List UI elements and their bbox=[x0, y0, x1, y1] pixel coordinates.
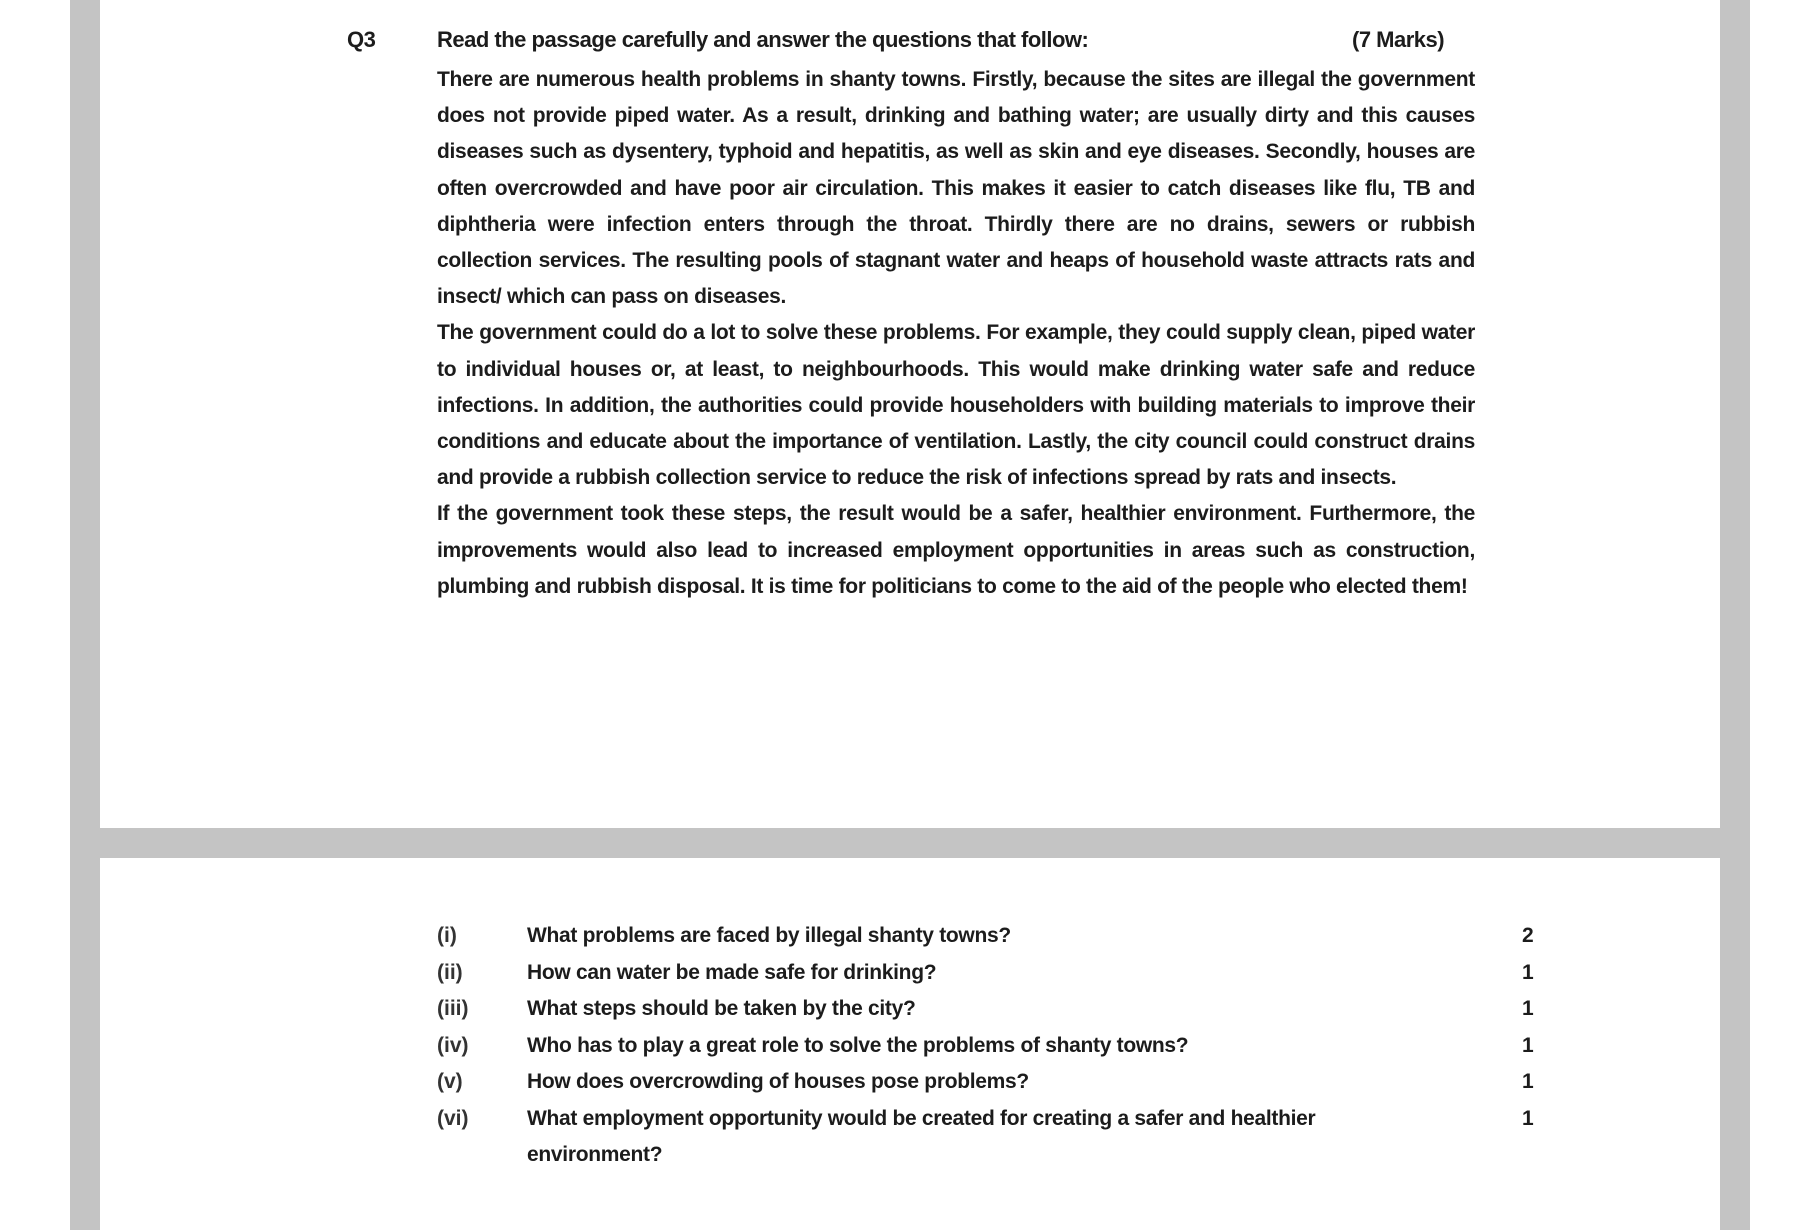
sub-question-marks: 1 bbox=[1522, 1033, 1534, 1057]
sub-question-number: (v) bbox=[437, 1070, 463, 1093]
question-number: Q3 bbox=[347, 27, 376, 52]
reading-passage bbox=[437, 62, 1475, 605]
sub-question-row bbox=[437, 991, 1537, 1028]
sub-question-row bbox=[437, 1064, 1537, 1101]
sub-question-number: (ii) bbox=[437, 960, 463, 984]
sub-question-text: What steps should be taken by the city? bbox=[527, 997, 916, 1020]
passage-paragraph-1: There are numerous health problems in shanty towns. Firstly, because the sites are illegal the government does not provide piped water. As a result, drinking and bathing water; are usually dirty and this causes diseases such as dysentery, typhoid and hepatitis, as well as skin and eye diseases. Secondly, houses are often overcrowded and have poor air circulation. This makes it easier to catch diseases like flu, TB and diphtheria were infection enters through the throat. Thirdly there are no drains, sewers or rubbish collection services. The resulting pools of stagnant water and heaps of household waste attracts rats and insect/ which can pass on diseases. bbox=[437, 68, 1475, 309]
sub-question-marks: 1 bbox=[1522, 1106, 1534, 1130]
sub-question-number: (vi) bbox=[437, 1106, 469, 1130]
sub-question-row bbox=[437, 918, 1537, 955]
sub-question-marks: 1 bbox=[1522, 960, 1534, 984]
sub-question-number: (iv) bbox=[437, 1033, 469, 1057]
sub-question-marks: 1 bbox=[1522, 1070, 1534, 1093]
sub-question-text: What problems are faced by illegal shanty towns? bbox=[527, 924, 1011, 947]
sub-question-marks: 2 bbox=[1522, 924, 1534, 947]
passage-paragraph-3: If the government took these steps, the result would be a safer, healthier environment. Furthermore, the improvements would also lead to increased employment opportunities in areas such as construction, plumbing and rubbish disposal. It is time for politicians to come to the aid of the people who elected them! bbox=[437, 502, 1475, 598]
passage-paragraph-2: The government could do a lot to solve these problems. For example, they could supply clean, piped water to individual houses or, at least, to neighbourhoods. This would make drinking water safe and reduce infections. In addition, the authorities could provide householders with building materials to improve their conditions and educate about the importance of ventilation. Lastly, the city council could construct drains and provide a rubbish collection service to reduce the risk of infections spread by rats and insects. bbox=[437, 321, 1475, 490]
sub-question-marks: 1 bbox=[1522, 997, 1534, 1020]
sub-question-text: Who has to play a great role to solve the problems of shanty towns? bbox=[527, 1033, 1189, 1057]
sub-question-text: How can water be made safe for drinking? bbox=[527, 960, 937, 984]
sub-question-list bbox=[437, 918, 1537, 1174]
sub-question-row bbox=[437, 1028, 1537, 1065]
sub-question-row bbox=[437, 955, 1537, 992]
question-marks: (7 Marks) bbox=[1352, 27, 1445, 52]
question-instruction: Read the passage carefully and answer the questions that follow: bbox=[437, 27, 1089, 52]
sub-question-row bbox=[437, 1101, 1537, 1174]
document-page-bottom bbox=[100, 858, 1720, 1230]
document-page-top bbox=[100, 0, 1720, 828]
sub-question-number: (iii) bbox=[437, 997, 469, 1020]
sub-question-text: What employment opportunity would be created for creating a safer and healthier environment? bbox=[527, 1106, 1316, 1166]
sub-question-text: How does overcrowding of houses pose problems? bbox=[527, 1070, 1029, 1093]
sub-question-number: (i) bbox=[437, 924, 457, 947]
